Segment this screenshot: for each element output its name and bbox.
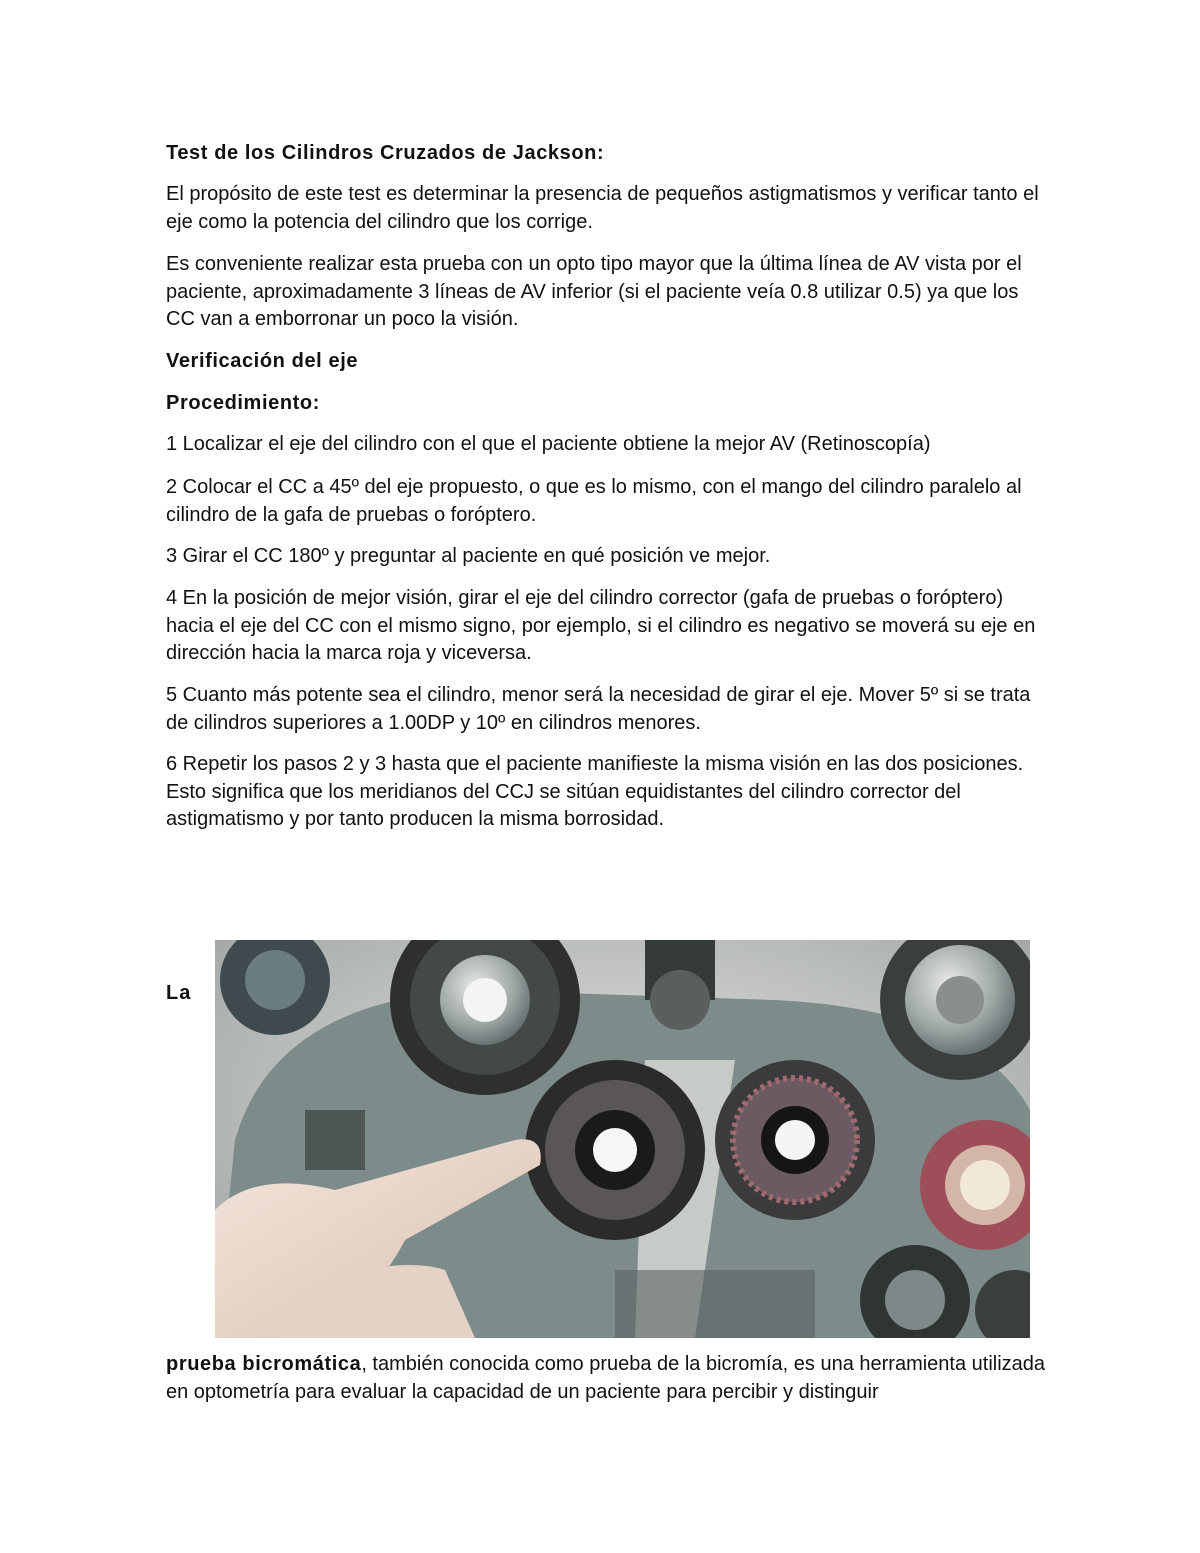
photo-caption-lead: La [166, 982, 192, 1004]
procedure-heading: Procedimiento: [166, 392, 320, 414]
document-title: Test de los Cilindros Cruzados de Jackson: [166, 142, 605, 164]
phoropter-illustration [215, 940, 1030, 1338]
procedure-step-3: 3 Girar el CC 180º y preguntar al paciente en qué posición ve mejor. [166, 545, 771, 567]
closing-text: , también conocida como prueba de la bicromía, es una herramienta utilizada en optometría para evaluar la capacidad de un paciente para percibir y distinguir [166, 1353, 1046, 1403]
intro-paragraph-1: El propósito de este test es determinar la presencia de pequeños astigmatismos y verificar tanto el eje como la potencia del cilindro que los corrige. [166, 183, 1039, 233]
procedure-step-6: 6 Repetir los pasos 2 y 3 hasta que el paciente manifieste la misma visión en las dos posiciones. Esto significa que los meridianos del CCJ se sitúan equidistantes del cilindro corrector del astigmatismo y por tanto producen la misma borrosidad. [166, 753, 1024, 830]
procedure-step-4: 4 En la posición de mejor visión, girar el eje del cilindro corrector (gafa de pruebas o foróptero) hacia el eje del CC con el mismo signo, por ejemplo, si el cilindro es negativo se moverá su eje en dirección hacia la marca roja y viceversa. [166, 587, 1036, 664]
closing-paragraph [166, 1351, 1046, 1406]
procedure-step-5: 5 Cuanto más potente sea el cilindro, menor será la necesidad de girar el eje. Mover 5º si se trata de cilindros superiores a 1.00DP y 10º en cilindros menores. [166, 684, 1031, 734]
intro-paragraph-2: Es conveniente realizar esta prueba con un opto tipo mayor que la última línea de AV vista por el paciente, aproximadamente 3 líneas de AV inferior (si el paciente veía 0.8 utilizar 0.5) ya que los CC van a emborronar un poco la visión. [166, 253, 1022, 330]
section-heading: Verificación del eje [166, 350, 359, 372]
procedure-step-1: 1 Localizar el eje del cilindro con el que el paciente obtiene la mejor AV (Retinoscopía) [166, 433, 931, 455]
procedure-step-2: 2 Colocar el CC a 45º del eje propuesto, o que es lo mismo, con el mango del cilindro paralelo al cilindro de la gafa de pruebas o foróptero. [166, 476, 1022, 526]
phoropter-photo [215, 940, 1030, 1338]
closing-bold-term: prueba bicromática [166, 1353, 362, 1375]
